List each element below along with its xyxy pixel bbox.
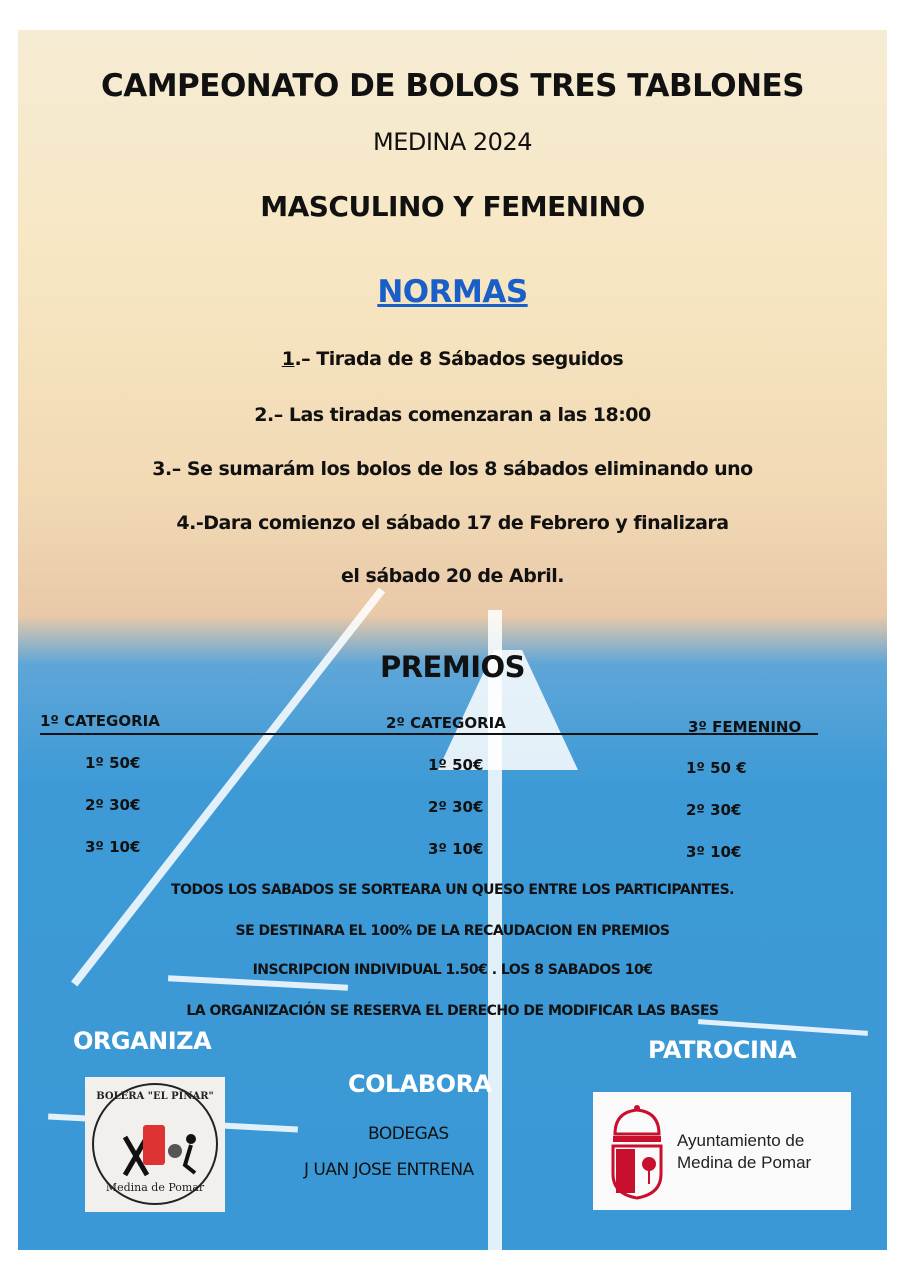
note-1: TODOS LOS SABADOS SE SORTEARA UN QUESO ENTRE LOS PARTICIPANTES. [171,882,734,898]
prize-col-header-3: 3º FEMENINO [688,718,802,736]
rule-3 [18,458,887,480]
prize-item: 3º 10€ [686,843,742,861]
prize-item: 2º 30€ [428,798,484,816]
rule-1 [18,348,887,370]
organiza-label: ORGANIZA [73,1027,212,1055]
rule-5 [18,565,887,587]
rule-2 [18,404,887,426]
prize-item: 1º 50 € [686,759,747,777]
lane-mark [698,1019,868,1036]
prize-item: 2º 30€ [85,796,141,814]
colabora-label: COLABORA [348,1070,492,1098]
rule-4 [18,512,887,534]
rule-text: .-Dara comienzo el sábado 17 de Febrero y finalizara [189,512,729,534]
poster-category: MASCULINO Y FEMENINO [260,190,645,223]
coat-of-arms-icon [607,1104,667,1200]
rule-text: .– Las tiradas comenzaran a las 18:00 [267,404,651,426]
ayuntamiento-line-2: Medina de Pomar [677,1153,812,1172]
note-4: LA ORGANIZACIÓN SE RESERVA EL DERECHO DE MODIFICAR LAS BASES [186,1003,719,1019]
svg-text:Medina de Pomar: Medina de Pomar [105,1181,205,1194]
poster-subtitle: MEDINA 2024 [372,128,532,156]
colabora-line-2: J UAN JOSE ENTRENA [304,1160,474,1180]
rule-text: .– Tirada de 8 Sábados seguidos [294,348,624,370]
note-3: INSCRIPCION INDIVIDUAL 1.50€ . LOS 8 SABADOS 10€ [252,962,653,978]
colabora-line-1: BODEGAS [368,1124,449,1144]
rule-number: 3 [152,458,165,480]
prize-item: 3º 10€ [85,838,141,856]
prize-item: 1º 50€ [428,756,484,774]
prize-item: 1º 50€ [85,754,141,772]
ayuntamiento-logo [593,1092,851,1210]
rule-text: .– Se sumarám los bolos de los 8 sábados eliminando uno [164,458,753,480]
patrocina-label: PATROCINA [648,1036,797,1064]
note-2: SE DESTINARA EL 100% DE LA RECAUDACION EN PREMIOS [235,923,670,939]
poster [18,30,887,1250]
prizes-heading: PREMIOS [379,650,526,684]
rule-number: 4 [176,512,190,534]
prize-item: 3º 10€ [428,840,484,858]
rules-heading: NORMAS [377,274,528,310]
rule-number: 2 [254,404,267,426]
bolera-seal-icon [85,1077,225,1212]
prize-col-header-2: 2º CATEGORIA [386,714,506,732]
prize-col-header-1: 1º CATEGORIA [40,712,160,730]
ayuntamiento-line-1: Ayuntamiento de [677,1131,805,1150]
svg-text:BOLERA "EL PINAR": BOLERA "EL PINAR" [96,1091,214,1102]
prize-item: 2º 30€ [686,801,742,819]
rule-number: 1 [281,348,295,370]
bolera-el-pinar-logo [85,1077,225,1212]
poster-title: CAMPEONATO DE BOLOS TRES TABLONES [100,68,805,104]
rule-text: el sábado 20 de Abril. [341,565,564,587]
